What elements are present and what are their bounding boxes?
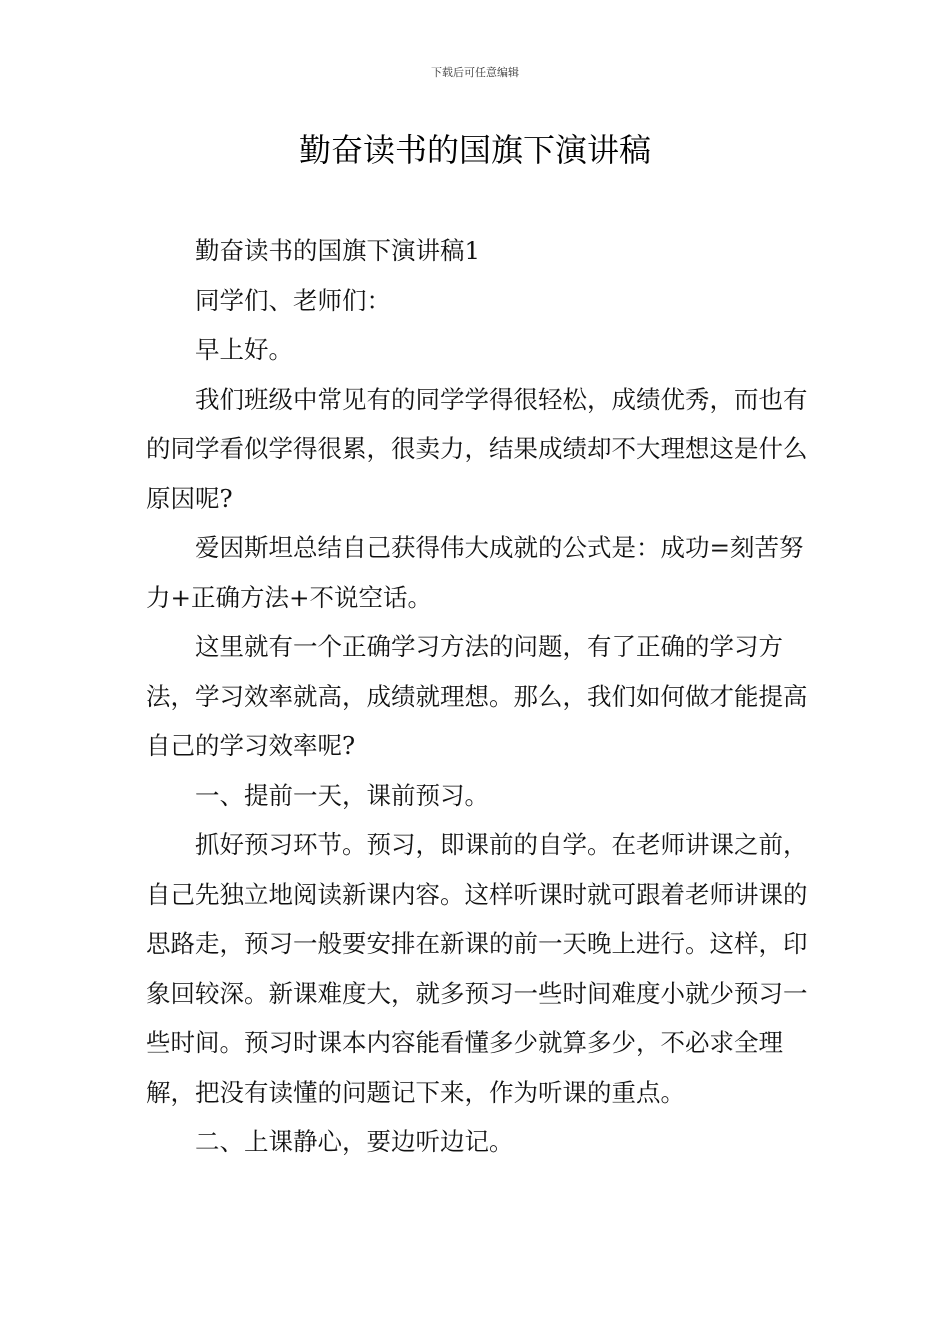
document-body xyxy=(146,226,810,1167)
paragraph: 抓好预习环节。预习，即课前的自学。在老师讲课之前，自己先独立地阅读新课内容。这样听课时就可跟着老师讲课的思路走，预习一般要安排在新课的前一天晚上进行。这样，印象回较深。新课难度大，就多预习一些时间难度小就少预习一些时间。预习时课本内容能看懂多少就算多少，不必求全理解，把没有读懂的问题记下来，作为听课的重点。 xyxy=(146,830,808,1107)
paragraph: 爱因斯坦总结自己获得伟大成就的公式是：成功=刻苦努力+正确方法+不说空话。 xyxy=(146,533,804,612)
document-title: 勤奋读书的国旗下演讲稿 xyxy=(298,131,651,169)
paragraph: 同学们、老师们： xyxy=(195,285,391,315)
paragraph: 我们班级中常见有的同学学得很轻松，成绩优秀，而也有的同学看似学得很累，很卖力，结果成绩却不大理想这是什么原因呢? xyxy=(146,384,808,513)
header-note: 下载后可任意编辑 xyxy=(431,66,519,79)
paragraph: 一、提前一天，课前预习。 xyxy=(195,780,489,810)
paragraph: 二、上课静心，要边听边记。 xyxy=(195,1127,514,1156)
paragraph: 早上好。 xyxy=(195,335,293,364)
paragraph: 勤奋读书的国旗下演讲稿1 xyxy=(195,236,481,265)
paragraph: 这里就有一个正确学习方法的问题，有了正确的学习方法，学习效率就高，成绩就理想。那么，我们如何做才能提高自己的学习效率呢? xyxy=(146,632,808,760)
